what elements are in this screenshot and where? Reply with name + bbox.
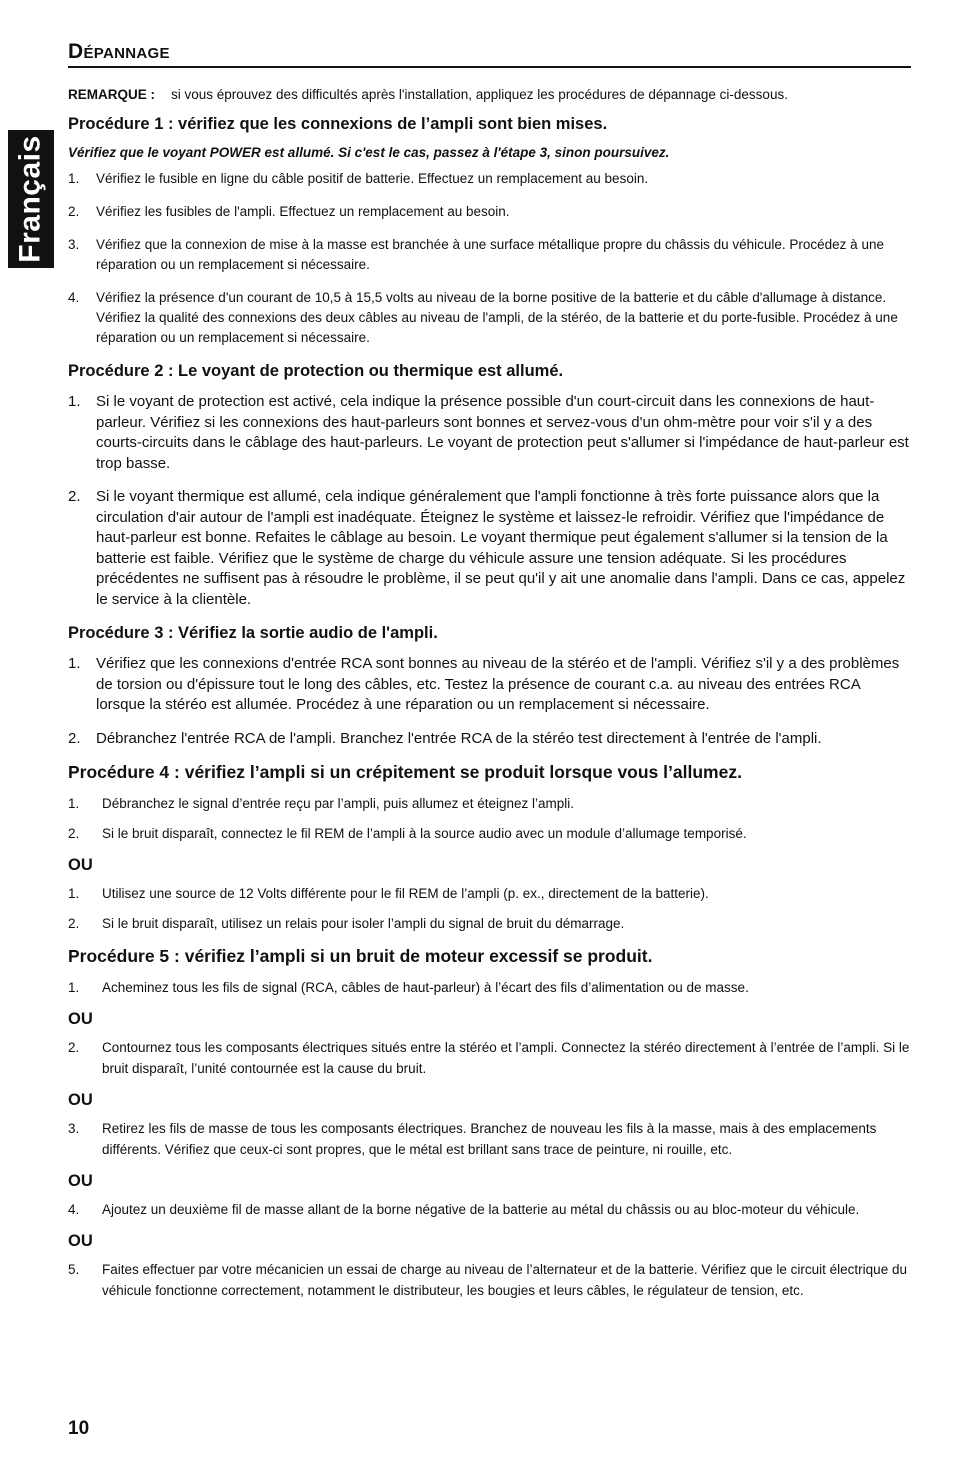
- procedure-5-list: [68, 1037, 911, 1079]
- item-number: 2.: [68, 826, 80, 841]
- procedure-1-title: Procédure 1 : vérifiez que les connexions de l’ampli sont bien mises.: [68, 115, 608, 133]
- item-number: 2.: [68, 488, 81, 505]
- procedure-4-list-a: [68, 793, 911, 844]
- or-separator: OU: [68, 1010, 93, 1028]
- list-item: [68, 1199, 911, 1220]
- or-separator: OU: [68, 1172, 93, 1190]
- list-item: [68, 235, 911, 275]
- or-separator: OU: [68, 1091, 93, 1109]
- procedure-3-title: Procédure 3 : Vérifiez la sortie audio de l'ampli.: [68, 624, 438, 642]
- item-text: Acheminez tous les fils de signal (RCA, câbles de haut-parleur) à l’écart des fils d’alimentation ou de masse.: [102, 980, 749, 995]
- item-number: 3.: [68, 1121, 80, 1136]
- or-separator: OU: [68, 1232, 93, 1250]
- item-text: Utilisez une source de 12 Volts différente pour le fil REM de l’ampli (p. ex., directement de la batterie).: [102, 886, 709, 901]
- item-text: Vérifiez la présence d'un courant de 10,5 à 15,5 volts au niveau de la borne positive de la batterie et du câble d'allumage à distance. Vérifiez la qualité des connexions des deux câbles au niveau de l'ampli, de la stéréo, de la batterie et du porte-fusible. Procédez à une réparation ou un remplacement si nécessaire.: [96, 290, 898, 345]
- procedure-1-list: [68, 169, 911, 348]
- page-number: 10: [68, 1418, 90, 1439]
- item-number: 1.: [68, 980, 80, 995]
- note-text: si vous éprouvez des difficultés après l'installation, appliquez les procédures de dépannage ci-dessous.: [171, 87, 788, 102]
- list-item: [68, 913, 911, 934]
- procedure-2-list: [68, 392, 911, 610]
- item-number: 1.: [68, 171, 80, 186]
- procedure-5-title: Procédure 5 : vérifiez l’ampli si un bruit de moteur excessif se produit.: [68, 946, 653, 966]
- list-item: [68, 823, 911, 844]
- item-text: Si le bruit disparaît, utilisez un relais pour isoler l’ampli du signal de bruit du démarrage.: [102, 916, 625, 931]
- item-number: 2.: [68, 729, 81, 747]
- item-text: Si le bruit disparaît, connectez le fil REM de l’ampli à la source audio avec un module d’allumage temporisé.: [102, 826, 747, 841]
- item-text: Si le voyant thermique est allumé, cela indique généralement que l'ampli fonctionne à très forte puissance alors que la circulation d'air autour de l'ampli est inadéquate. Éteignez le système et laissez-le refroidir. Vérifiez que l'impédance de haut-parleur est bonne. Refaites le câblage au besoin. Le voyant thermique peut également s'allumer si la tension de la batterie est faible. Vérifiez que le système de charge du véhicule assure une tension adéquate. Si les procédures précédentes ne suffisent pas à résoudre le problème, il se peut qu'il y ait une anomalie dans l'ampli. Dans ce cas, appelez le service à la clientèle.: [96, 488, 906, 608]
- item-text: Contournez tous les composants électriques situés entre la stéréo et l’ampli. Connectez la stéréo directement à l’entrée de l’ampli. Si le bruit disparaît, l’unité contournée est la cause du bruit.: [102, 1040, 910, 1076]
- item-number: 1.: [68, 393, 81, 410]
- procedure-5-list: [68, 977, 911, 998]
- item-text: Vérifiez le fusible en ligne du câble positif de batterie. Effectuez un remplacement au besoin.: [96, 171, 649, 186]
- section-header: [68, 40, 911, 68]
- note-label: REMARQUE :: [68, 87, 155, 102]
- list-item: [68, 288, 911, 348]
- procedure-5-list: [68, 1199, 911, 1220]
- item-text: Si le voyant de protection est activé, cela indique la présence possible d'un court-circuit dans les connexions de haut-parleur. Vérifiez si les connexions des haut-parleurs sont bonnes et servez-vous d'un ohm-mètre pour voir s'il y a des courts-circuits dans le câblage des haut-parleurs. Le voyant de protection peut s'allumer si l'impédance de haut-parleur est trop basse.: [96, 393, 909, 472]
- item-text: Vérifiez que la connexion de mise à la masse est branchée à une surface métallique propre du châssis du véhicule. Procédez à une réparation ou un remplacement si nécessaire.: [96, 237, 884, 272]
- list-item: [68, 392, 911, 474]
- item-text: Débranchez l'entrée RCA de l'ampli. Branchez l'entrée RCA de la stéréo test directement à l'entrée de l'ampli.: [96, 729, 822, 747]
- item-number: 2.: [68, 916, 80, 931]
- item-number: 5.: [68, 1262, 80, 1277]
- language-tab-label: Français: [14, 135, 47, 263]
- list-item: [68, 1118, 911, 1160]
- item-number: 2.: [68, 1040, 80, 1055]
- item-text: Vérifiez les fusibles de l'ampli. Effectuez un remplacement au besoin.: [96, 204, 510, 219]
- item-number: 1.: [68, 796, 80, 811]
- list-item: [68, 977, 911, 998]
- item-text: Débranchez le signal d’entrée reçu par l’ampli, puis allumez et éteignez l’ampli.: [102, 796, 574, 811]
- list-item: [68, 883, 911, 904]
- procedure-2-title: Procédure 2 : Le voyant de protection ou thermique est allumé.: [68, 362, 564, 380]
- procedure-4-title: Procédure 4 : vérifiez l’ampli si un crépitement se produit lorsque vous l’allumez.: [68, 762, 742, 782]
- list-item: [68, 729, 911, 750]
- note: [68, 86, 911, 104]
- section-title: Dépannage: [68, 40, 170, 63]
- list-item: [68, 793, 911, 814]
- item-text: Ajoutez un deuxième fil de masse allant de la borne négative de la batterie au métal du châssis ou au bloc-moteur du véhicule.: [102, 1202, 860, 1217]
- item-text: Faites effectuer par votre mécanicien un essai de charge au niveau de l’alternateur et de la batterie. Vérifiez que le circuit électrique du véhicule fonctionne correctement, notamment le distributeur, les bougies et leurs câbles, le régulateur de tension, etc.: [102, 1262, 907, 1298]
- item-number: 4.: [68, 1202, 80, 1217]
- procedure-4-list-b: [68, 883, 911, 934]
- item-number: 1.: [68, 655, 81, 672]
- list-item: [68, 487, 911, 610]
- item-text: Retirez les fils de masse de tous les composants électriques. Branchez de nouveau les fils à la masse, mais à des emplacements différents. Vérifiez que ceux-ci sont propres, que le métal est brillant sans trace de peinture, ni rouille, etc.: [102, 1121, 877, 1157]
- list-item: [68, 1037, 911, 1079]
- list-item: [68, 654, 911, 716]
- item-number: 2.: [68, 204, 80, 219]
- procedure-5-list: [68, 1259, 911, 1301]
- list-item: [68, 1259, 911, 1301]
- list-item: [68, 202, 911, 222]
- procedure-1-instruction: Vérifiez que le voyant POWER est allumé. Si c'est le cas, passez à l'étape 3, sinon poursuivez.: [68, 145, 670, 160]
- language-tab: [8, 130, 54, 268]
- item-number: 1.: [68, 886, 80, 901]
- item-text: Vérifiez que les connexions d'entrée RCA sont bonnes au niveau de la stéréo et de l'ampli. Vérifiez s'il y a des problèmes de torsion ou d'épissure tout le long des câbles, etc. Testez la présence de courant c.a. au niveau des entrées RCA lorsque la stéréo est allumée. Procédez à une réparation ou un remplacement si nécessaire.: [96, 655, 900, 713]
- procedure-5-list: [68, 1118, 911, 1160]
- page-content: [68, 86, 911, 1313]
- item-number: 4.: [68, 290, 80, 305]
- or-separator: OU: [68, 856, 93, 874]
- list-item: [68, 169, 911, 189]
- procedure-3-list: [68, 654, 911, 749]
- item-number: 3.: [68, 237, 80, 252]
